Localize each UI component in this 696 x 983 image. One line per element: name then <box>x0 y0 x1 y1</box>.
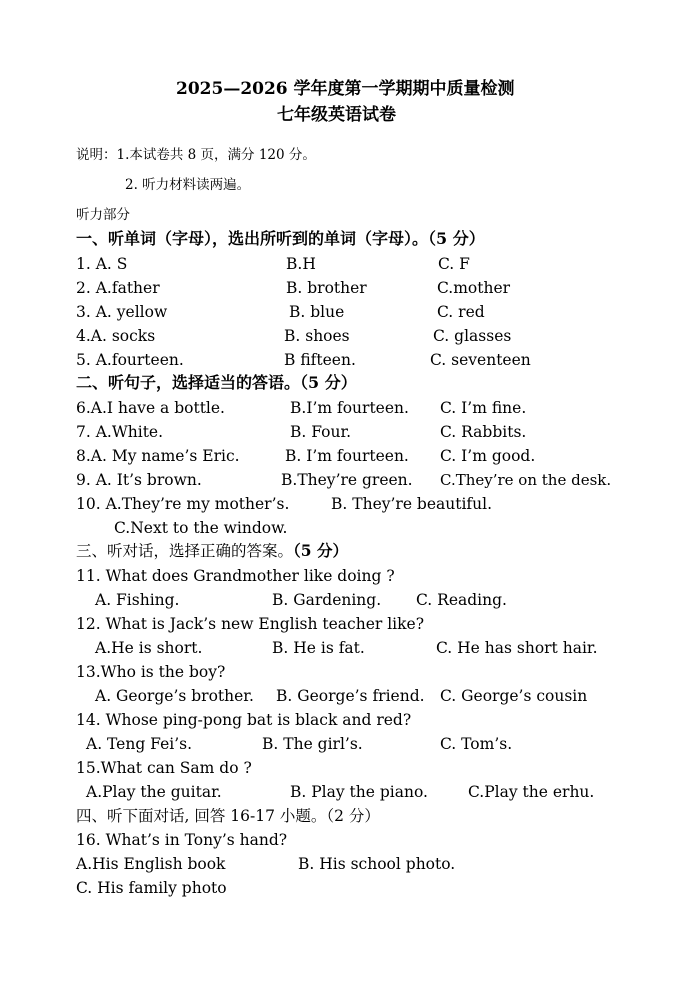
q14-option-b: B. The girl’s. <box>262 735 363 753</box>
q15-option-a: A.Play the guitar. <box>86 783 222 801</box>
section-3-heading <box>76 541 348 561</box>
q16-option-b: B. His school photo. <box>298 855 456 873</box>
q9-option-b: B.They’re green. <box>281 471 413 489</box>
q14-option-a: A. Teng Fei’s. <box>86 735 193 753</box>
q10-option-b: B. They’re beautiful. <box>331 495 493 513</box>
q7-option-b: B. Four. <box>290 423 352 441</box>
q14-question: 14. Whose ping-pong bat is black and red? <box>76 711 412 729</box>
q10-option-c: C.Next to the window. <box>114 519 288 537</box>
q5-option-b: B fifteen. <box>284 351 356 369</box>
q12-option-a: A.He is short. <box>95 639 203 657</box>
q9-option-a: 9. A. It’s brown. <box>76 471 202 489</box>
q6-option-a: 6.A.I have a bottle. <box>76 399 225 417</box>
q2-option-b: B. brother <box>286 279 367 297</box>
q11-option-a: A. Fishing. <box>95 591 180 609</box>
exam-subtitle: 七年级英语试卷 <box>277 105 396 125</box>
section-3-score: （5 分） <box>293 541 348 560</box>
section-3-heading-text: 三、听对话，选择正确的答案。 <box>76 542 294 560</box>
q6-option-c: C. I’m fine. <box>440 399 527 417</box>
q1-option-b: B.H <box>286 255 316 273</box>
exam-title: 2025—2026 学年度第一学期期中质量检测 <box>176 79 515 99</box>
q7-option-a: 7. A.White. <box>76 423 164 441</box>
q13-question: 13.Who is the boy? <box>76 663 226 681</box>
q7-option-c: C. Rabbits. <box>440 423 527 441</box>
q8-option-b: B. I’m fourteen. <box>285 447 409 465</box>
q12-question: 12. What is Jack’s new English teacher like? <box>76 615 425 633</box>
q13-option-b: B. George’s friend. <box>276 687 425 705</box>
q13-option-c: C. George’s cousin <box>440 687 588 705</box>
q4-option-c: C. glasses <box>433 327 512 345</box>
q3-option-c: C. red <box>437 303 485 321</box>
q16-question: 16. What’s in Tony’s hand? <box>76 831 288 849</box>
listening-label: 听力部分 <box>76 207 130 223</box>
q1-option-c: C. F <box>438 255 470 273</box>
exam-note-2: 2. 听力材料读两遍。 <box>125 177 251 193</box>
q3-option-a: 3. A. yellow <box>76 303 168 321</box>
q5-option-a: 5. A.fourteen. <box>76 351 184 369</box>
q15-option-b: B. Play the piano. <box>290 783 428 801</box>
q5-option-c: C. seventeen <box>430 351 531 369</box>
q4-option-b: B. shoes <box>284 327 350 345</box>
q10-option-a: 10. A.They’re my mother’s. <box>76 495 290 513</box>
q2-option-c: C.mother <box>437 279 511 297</box>
q8-option-c: C. I’m good. <box>440 447 536 465</box>
section-4-heading: 四、听下面对话, 回答 16-17 小题。（2 分） <box>76 807 380 825</box>
q16-option-c: C. His family photo <box>76 879 227 897</box>
q11-option-b: B. Gardening. <box>272 591 382 609</box>
q15-question: 15.What can Sam do ? <box>76 759 252 777</box>
q15-option-c: C.Play the erhu. <box>468 783 595 801</box>
q16-option-a: A.His English book <box>76 855 226 873</box>
section-2-heading: 二、听句子，选择适当的答语。（5 分） <box>76 373 357 392</box>
q9-option-c: C.They’re on the desk. <box>440 471 612 489</box>
q11-option-c: C. Reading. <box>416 591 507 609</box>
q13-option-a: A. George’s brother. <box>95 687 254 705</box>
q1-option-a: 1. A. S <box>76 255 128 273</box>
q6-option-b: B.I’m fourteen. <box>290 399 409 417</box>
q3-option-b: B. blue <box>289 303 345 321</box>
q12-option-b: B. He is fat. <box>272 639 365 657</box>
section-1-heading: 一、听单词（字母），选出所听到的单词（字母）。（5 分） <box>76 229 485 248</box>
q11-question: 11. What does Grandmother like doing ? <box>76 567 395 585</box>
q4-option-a: 4.A. socks <box>76 327 156 345</box>
q2-option-a: 2. A.father <box>76 279 160 297</box>
q8-option-a: 8.A. My name’s Eric. <box>76 447 240 465</box>
q14-option-c: C. Tom’s. <box>440 735 513 753</box>
q12-option-c: C. He has short hair. <box>436 639 598 657</box>
exam-note-1: 说明：1.本试卷共 8 页，满分 120 分。 <box>76 147 316 163</box>
